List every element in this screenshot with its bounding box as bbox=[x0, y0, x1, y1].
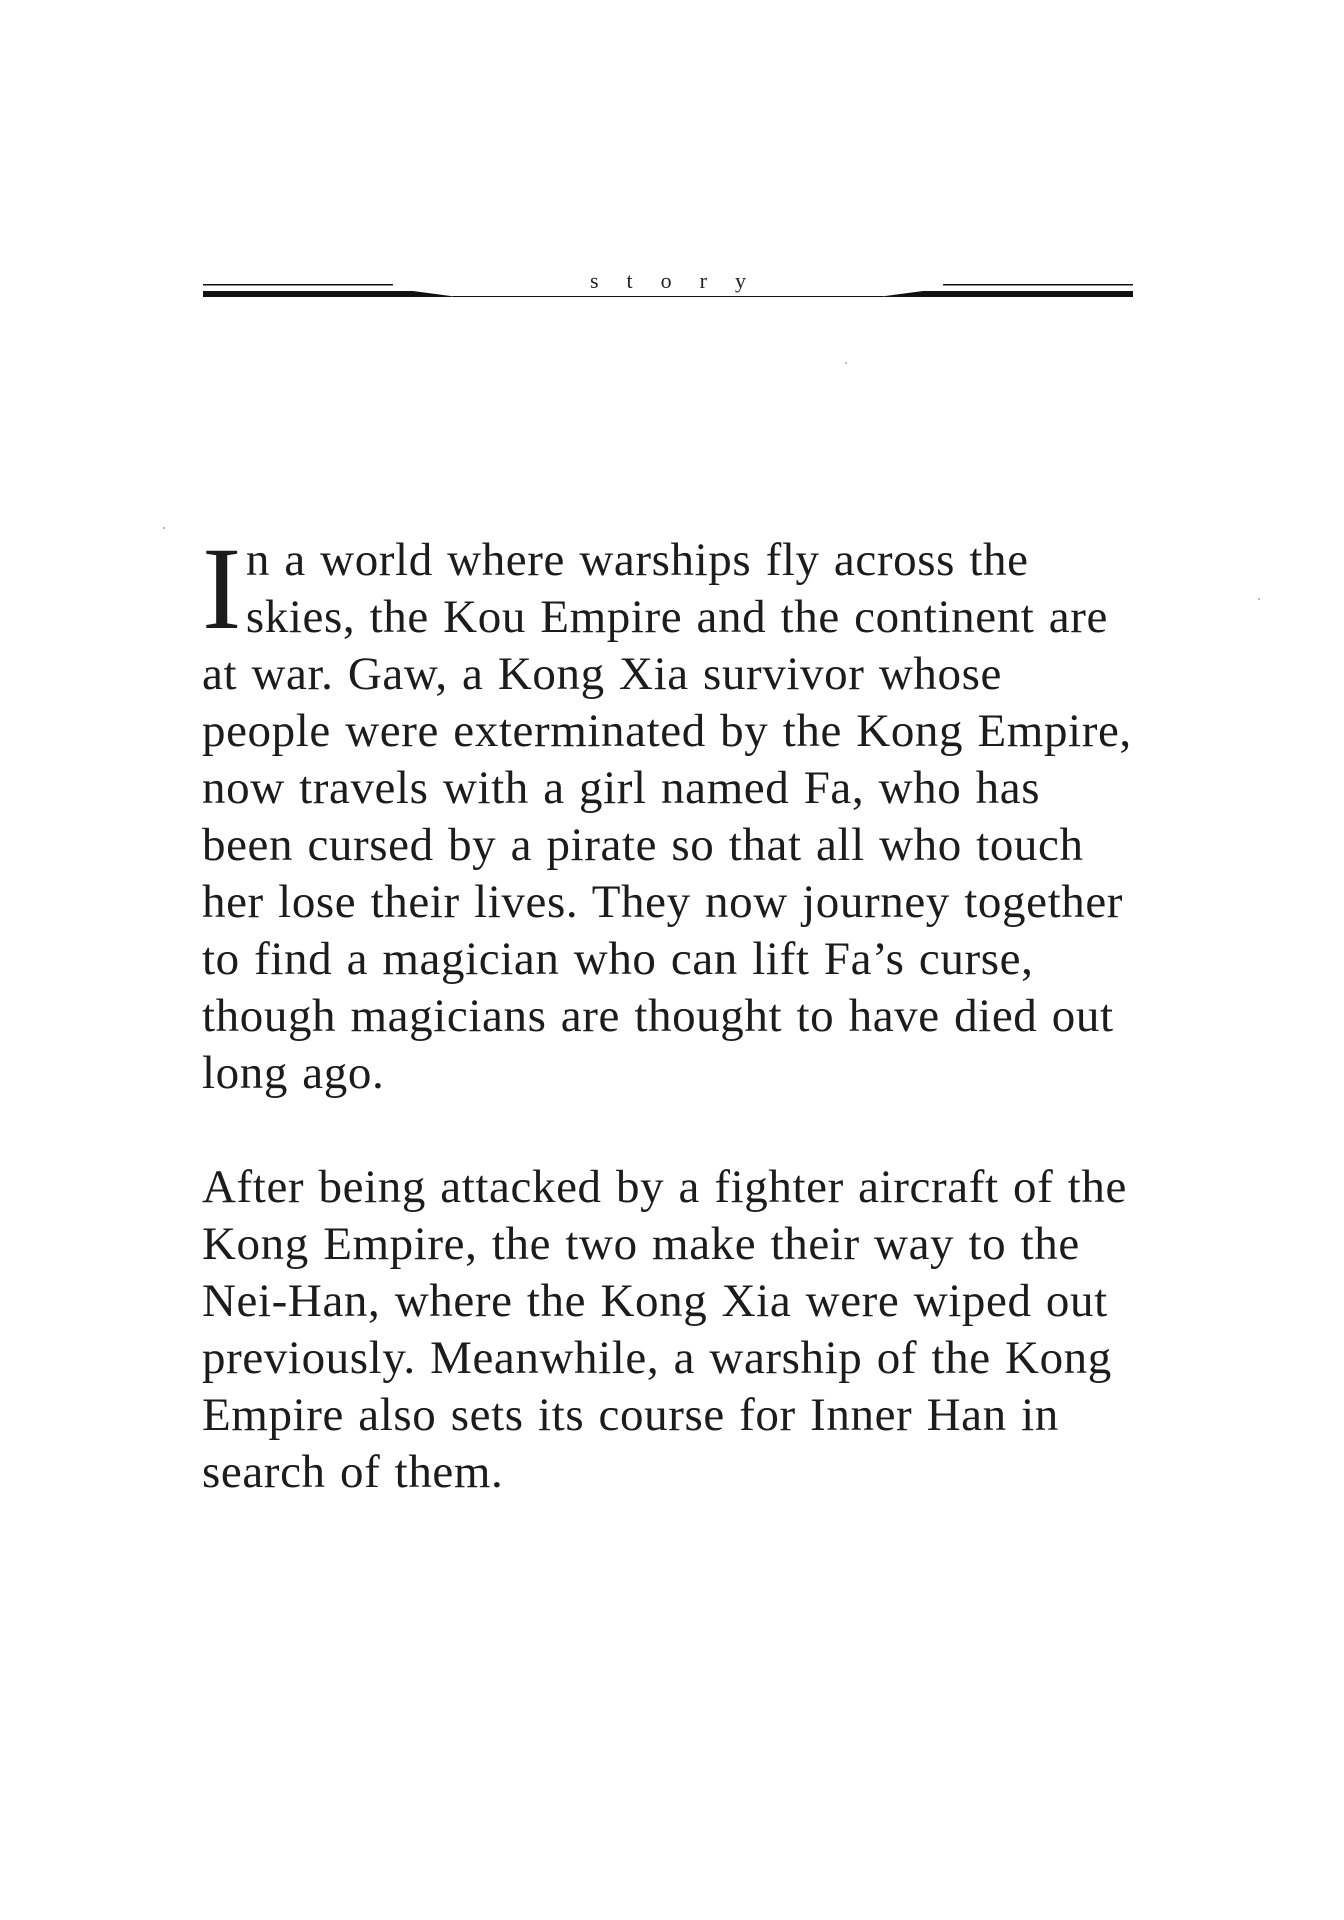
center-hairline bbox=[453, 296, 883, 297]
drop-cap: I bbox=[202, 523, 242, 654]
second-paragraph: After being attacked by a fighter aircraft of the Kong Empire, the two make their way to the Nei-Han, where the Kong Xia were wiped out previously. Meanwhile, a warship of the Kong Empire also sets its course for Inner Han in search of them. bbox=[202, 1161, 1127, 1498]
stray-speck bbox=[1258, 598, 1260, 600]
first-paragraph-text: n a world where warships fly across the skies, the Kou Empire and the continent are at war. Gaw, a Kong Xia survivor whose people were exterminated by the Kong Empire, now travels with a girl named Fa, who has been cursed by a pirate so that all who touch her lose their lives. They now journey together to find a magician who can lift Fa’s curse, though magicians are thought to have died out long ago. bbox=[202, 534, 1132, 1099]
stray-speck bbox=[845, 362, 847, 364]
story-header bbox=[203, 262, 1133, 312]
header-title: story bbox=[590, 268, 774, 293]
first-paragraph bbox=[202, 523, 1132, 1102]
stray-speck bbox=[163, 527, 165, 529]
story-body bbox=[202, 523, 1132, 1501]
